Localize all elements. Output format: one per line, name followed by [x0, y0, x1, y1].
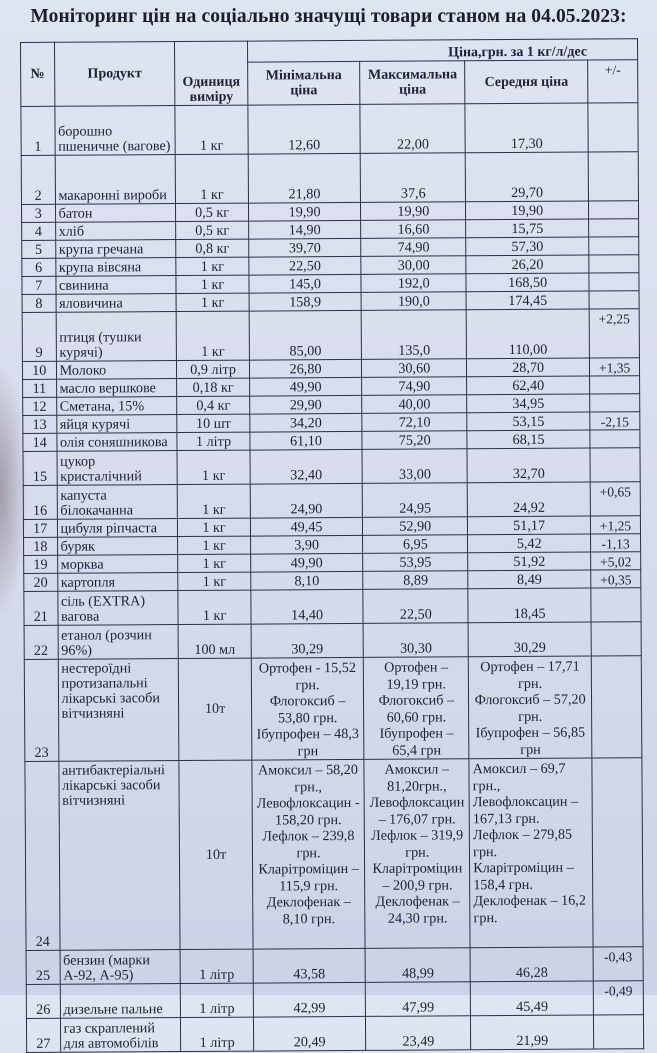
- table-row-fuel: [26, 1015, 643, 1053]
- product-name: масло вершкове: [56, 379, 177, 398]
- unit: 1 кг: [177, 293, 249, 311]
- max-price: 72,10: [362, 413, 467, 432]
- row-number: 14: [23, 433, 57, 451]
- max-price: 190,0: [362, 292, 467, 311]
- price-change: [588, 103, 638, 152]
- min-price: 39,70: [248, 238, 361, 257]
- max-price: 30,00: [361, 256, 466, 275]
- min-price: 30,29: [251, 623, 364, 658]
- max-price: 8,89: [363, 571, 468, 590]
- row-number: 22: [24, 625, 58, 659]
- min-price: 43,58: [253, 948, 366, 983]
- row-number: 10: [22, 361, 56, 379]
- unit: 0,4 кг: [177, 396, 249, 414]
- unit: 1 кг: [178, 554, 250, 572]
- unit: 1 кг: [178, 590, 250, 624]
- price-change: [591, 588, 641, 622]
- row-number: 9: [22, 312, 56, 361]
- min-price: 61,10: [250, 431, 363, 450]
- min-price: 158,9: [249, 292, 362, 311]
- min-price: 22,50: [248, 256, 361, 275]
- price-change: [590, 376, 640, 394]
- price-change: -0,49: [593, 981, 643, 1015]
- max-price: 23,49: [366, 1016, 471, 1051]
- row-number: 17: [23, 519, 57, 537]
- medicine-price: Флогоксиб – 60,60 грн.: [378, 692, 455, 726]
- max-price: 37,6: [361, 153, 466, 203]
- min-price: 32,40: [250, 449, 363, 484]
- max-price: 40,00: [362, 395, 467, 414]
- product-name: цибуля ріпчаста: [57, 519, 178, 538]
- table-row-fuel: [26, 947, 643, 985]
- max-price: 74,90: [362, 377, 467, 396]
- avg-price: 168,50: [466, 273, 589, 292]
- product-name: яйця курячі: [56, 415, 177, 434]
- table-row: [23, 482, 640, 520]
- row-number: 18: [24, 537, 58, 555]
- min-price: 49,90: [249, 377, 362, 396]
- price-monitoring-table: [20, 38, 644, 1053]
- row-number: 7: [22, 276, 56, 294]
- table-row: [24, 622, 641, 660]
- product-name: бензин (марки А-92, А-95): [60, 950, 181, 985]
- product-name: батон: [55, 204, 176, 223]
- row-number: 25: [26, 950, 60, 984]
- price-change: [591, 622, 641, 656]
- price-change: [590, 430, 640, 448]
- row-number: 3: [21, 204, 55, 222]
- min-price: 145,0: [249, 274, 362, 293]
- medicine-price: Деклофенак – 24,30 грн.: [375, 893, 460, 927]
- avg-price: 17,30: [465, 103, 588, 153]
- unit: 0,8 кг: [176, 239, 248, 257]
- table-row: [21, 152, 638, 205]
- unit: 0,5 кг: [176, 203, 248, 221]
- price-change: +0,35: [591, 570, 641, 588]
- max-price: 24,95: [363, 483, 468, 518]
- row-number: 21: [24, 591, 58, 625]
- max-price: 53,95: [363, 553, 468, 572]
- max-price: 22,50: [363, 589, 468, 624]
- row-number: 8: [22, 294, 56, 312]
- avg-price: 5,42: [468, 534, 591, 553]
- price-change: -2,15: [590, 412, 640, 430]
- unit: 1 кг: [178, 518, 250, 536]
- medicine-price: Кларітроміцин – 158,4 грн.: [473, 859, 574, 893]
- avg-price: 30,29: [468, 622, 591, 657]
- min-price: 3,90: [250, 535, 363, 554]
- max-price: 48,99: [366, 948, 471, 983]
- min-price: 42,99: [253, 982, 366, 1017]
- avg-price: 46,28: [470, 947, 593, 982]
- medicine-price: Флогоксиб – 57,20 грн.: [474, 691, 586, 725]
- max-price: 22,00: [360, 104, 465, 154]
- row-number: 6: [22, 258, 56, 276]
- medicine-price: Амоксил – 58,20 грн.,: [257, 761, 359, 795]
- medicine-price: Деклофенак – 16,2 грн.: [473, 892, 586, 926]
- product-name: цукор кристалічний: [57, 451, 178, 486]
- row-number: 16: [23, 485, 57, 519]
- avg-price: 53,15: [467, 412, 590, 431]
- table-body: [21, 103, 644, 1053]
- price-change: +0,65: [590, 482, 640, 516]
- page-title: Моніторинг цін на соціально значущі товари станом на 04.05.2023:: [30, 6, 627, 27]
- row-number: 2: [21, 155, 55, 204]
- medicine-price: Ібупрофен – 48,3 грн: [256, 725, 360, 759]
- min-price: 24,90: [250, 483, 363, 518]
- table-row: [22, 309, 639, 362]
- row-number: 15: [23, 451, 57, 485]
- medicine-price: Кларітроміцин – 115,9 грн.: [258, 860, 359, 894]
- price-change: +2,25: [589, 309, 639, 358]
- unit: 1 літр: [181, 949, 253, 983]
- medicine-price: Лефлок – 239,8 грн.: [262, 827, 355, 861]
- max-price: 33,00: [362, 449, 467, 484]
- min-price: 34,20: [249, 413, 362, 432]
- avg-price: 34,95: [467, 394, 590, 413]
- header-avg: Середня ціна: [465, 60, 588, 104]
- price-change: [589, 255, 639, 273]
- row-number: 23: [24, 659, 58, 761]
- unit: 0,9 літр: [177, 360, 249, 378]
- medicine-price: Ібупрофен – 65,4 грн: [379, 725, 454, 759]
- header-min: Мінімальна ціна: [247, 61, 360, 105]
- price-change: [589, 273, 639, 291]
- product-name: яловичина: [56, 294, 177, 313]
- product-name: свинина: [55, 276, 176, 295]
- table-row-medicine: [25, 758, 643, 951]
- product-name: картопля: [57, 573, 178, 592]
- unit: 1 кг: [176, 257, 248, 275]
- avg-price: 21,99: [471, 1015, 594, 1050]
- avg-price-list: [469, 758, 593, 948]
- min-price: 21,80: [248, 153, 361, 203]
- max-price: 74,90: [361, 238, 466, 257]
- min-price-list: [252, 759, 366, 949]
- row-number: 26: [26, 984, 60, 1018]
- max-price-list: [364, 759, 470, 949]
- avg-price: 32,70: [467, 448, 590, 483]
- product-name: сіль (EXTRA) вагова: [57, 591, 178, 626]
- max-price: 19,90: [361, 202, 466, 221]
- medicine-price: Деклофенак – 8,10 грн.: [266, 893, 351, 927]
- avg-price: 28,70: [467, 358, 590, 377]
- product-name: хліб: [55, 222, 176, 241]
- unit: 0,18 кг: [177, 378, 249, 396]
- product-name: антибактеріальні лікарські засоби вітчизняні: [58, 761, 180, 951]
- medicine-price: Ібупрофен – 56,85 грн: [475, 724, 586, 758]
- avg-price: 19,90: [466, 201, 589, 220]
- max-price: 47,99: [366, 982, 471, 1017]
- avg-price: 45,49: [470, 981, 593, 1016]
- medicine-price: Левофлоксацин – 167,13 грн.: [472, 793, 579, 827]
- row-number: 19: [24, 555, 58, 573]
- max-price: 6,95: [363, 535, 468, 554]
- max-price: 30,60: [362, 359, 467, 378]
- header-price-group: Ціна,грн. за 1 кг/л/дес: [247, 39, 637, 62]
- price-change: +1,35: [590, 358, 640, 376]
- min-price: 19,90: [248, 202, 361, 221]
- unit: 1 кг: [177, 311, 249, 360]
- price-change: -1,13: [591, 534, 641, 552]
- table-row: [23, 448, 640, 486]
- header-product: Продукт: [54, 42, 175, 107]
- unit: 0,5 кг: [176, 221, 248, 239]
- avg-price: 174,45: [466, 291, 589, 310]
- price-change: [591, 656, 641, 758]
- avg-price: 26,20: [466, 255, 589, 274]
- avg-price: 51,92: [468, 552, 591, 571]
- avg-price: 51,17: [468, 516, 591, 535]
- product-name: крупа вівсяна: [55, 258, 176, 277]
- unit: 1 кг: [178, 484, 250, 518]
- table-row: [21, 103, 638, 156]
- header-no: №: [21, 42, 55, 106]
- price-change: [589, 201, 639, 219]
- avg-price: 15,75: [466, 219, 589, 238]
- unit: 10т: [179, 658, 252, 760]
- price-change: [594, 1015, 644, 1049]
- avg-price: 24,92: [467, 482, 590, 517]
- product-name: олія соняшникова: [56, 433, 177, 452]
- medicine-price: Левофлоксацин – 176,07 грн.: [369, 794, 465, 828]
- price-change: [588, 152, 638, 201]
- unit: 1 кг: [178, 572, 250, 590]
- row-number: 13: [23, 415, 57, 433]
- table-row: [24, 588, 641, 626]
- price-change: [589, 237, 639, 255]
- row-number: 4: [22, 222, 56, 240]
- medicine-price: Левофлоксацин - 158,20 грн.: [256, 794, 360, 828]
- product-name: етанол (розчин 96%): [58, 625, 179, 660]
- max-price: 16,60: [361, 220, 466, 239]
- medicine-price: Амоксил – 69,7 грн.,: [472, 760, 566, 794]
- price-change: [590, 448, 640, 482]
- product-name: крупа гречана: [55, 240, 176, 259]
- product-name: газ скраплений для автомобілів: [60, 1018, 181, 1053]
- min-price: 49,45: [250, 517, 363, 536]
- product-name: Молоко: [56, 361, 177, 380]
- avg-price: 57,30: [466, 237, 589, 256]
- row-number: 27: [26, 1018, 60, 1052]
- avg-price-list: [468, 656, 592, 759]
- row-number: 11: [23, 379, 57, 397]
- price-change: [590, 394, 640, 412]
- unit: 1 кг: [175, 105, 247, 154]
- unit: 1 кг: [176, 154, 248, 203]
- header-row-top: [21, 39, 638, 64]
- header-max: Максимальна ціна: [360, 61, 465, 105]
- product-name: макаронні вироби: [55, 155, 176, 205]
- max-price-list: [364, 657, 469, 760]
- price-change: +5,02: [591, 552, 641, 570]
- table-row-medicine: [24, 656, 642, 762]
- max-price: 30,30: [364, 623, 469, 658]
- row-number: 1: [21, 106, 55, 155]
- unit: 1 літр: [177, 432, 249, 450]
- unit: 10т: [179, 760, 252, 949]
- medicine-price: Амоксил – 81,20грн.,: [384, 761, 450, 795]
- product-name: морква: [57, 555, 178, 574]
- unit: 1 кг: [177, 450, 249, 484]
- min-price-list: [251, 657, 364, 760]
- min-price: 20,49: [253, 1016, 366, 1051]
- unit: 1 літр: [181, 1017, 253, 1051]
- avg-price: 8,49: [468, 570, 591, 589]
- price-change: +1,25: [591, 516, 641, 534]
- table-row-fuel: [26, 981, 643, 1019]
- min-price: 8,10: [250, 571, 363, 590]
- medicine-price: Лефлок – 279,85 грн.: [472, 826, 573, 860]
- product-name: буряк: [57, 537, 178, 556]
- unit: 1 кг: [178, 536, 250, 554]
- min-price: 12,60: [248, 104, 361, 154]
- min-price: 29,90: [249, 395, 362, 414]
- product-name: нестероїдні протизапальні лікарські засоби вітчизняні: [58, 659, 180, 762]
- price-change: [589, 291, 639, 309]
- product-name: капуста білокачанна: [57, 485, 178, 520]
- min-price: 49,90: [250, 553, 363, 572]
- max-price: 52,90: [363, 517, 468, 536]
- avg-price: 110,00: [466, 309, 589, 359]
- product-name: дизельне пальне: [60, 984, 181, 1019]
- max-price: 135,0: [362, 310, 467, 360]
- avg-price: 68,15: [467, 430, 590, 449]
- unit: 100 мл: [179, 624, 251, 658]
- medicine-price: Кларітроміцин – 200,9 грн.: [372, 860, 463, 894]
- header-unit: Одиниця виміру: [175, 41, 248, 105]
- row-number: 5: [22, 240, 56, 258]
- min-price: 26,80: [249, 359, 362, 378]
- medicine-price: Ортофен – 19,19 грн.: [384, 659, 449, 693]
- unit: 1 кг: [176, 275, 248, 293]
- unit: 1 літр: [181, 983, 253, 1017]
- price-change: [592, 758, 643, 947]
- price-change: -0,43: [593, 947, 643, 981]
- avg-price: 18,45: [468, 588, 591, 623]
- header-diff: +/-: [588, 60, 638, 103]
- min-price: 85,00: [249, 310, 362, 360]
- product-name: Сметана, 15%: [56, 397, 177, 416]
- max-price: 192,0: [361, 274, 466, 293]
- row-number: 12: [23, 397, 57, 415]
- min-price: 14,40: [250, 589, 363, 624]
- avg-price: 62,40: [467, 376, 590, 395]
- medicine-price: Ортофен - 15,52 грн.: [258, 659, 356, 693]
- max-price: 75,20: [362, 431, 467, 450]
- min-price: 14,90: [248, 220, 361, 239]
- product-name: птиця (тушки курячі): [56, 312, 177, 362]
- medicine-price: Флогоксиб – 53,80 грн.: [269, 693, 346, 726]
- row-number: 24: [25, 761, 60, 950]
- medicine-price: Ортофен – 17,71 грн.: [480, 658, 580, 692]
- price-change: [589, 219, 639, 237]
- product-name: борошно пшеничне (вагове): [54, 106, 175, 156]
- row-number: 20: [24, 573, 58, 591]
- medicine-price: Лефлок – 319,9 грн.: [371, 827, 464, 861]
- unit: 10 шт: [177, 414, 249, 432]
- avg-price: 29,70: [465, 152, 588, 202]
